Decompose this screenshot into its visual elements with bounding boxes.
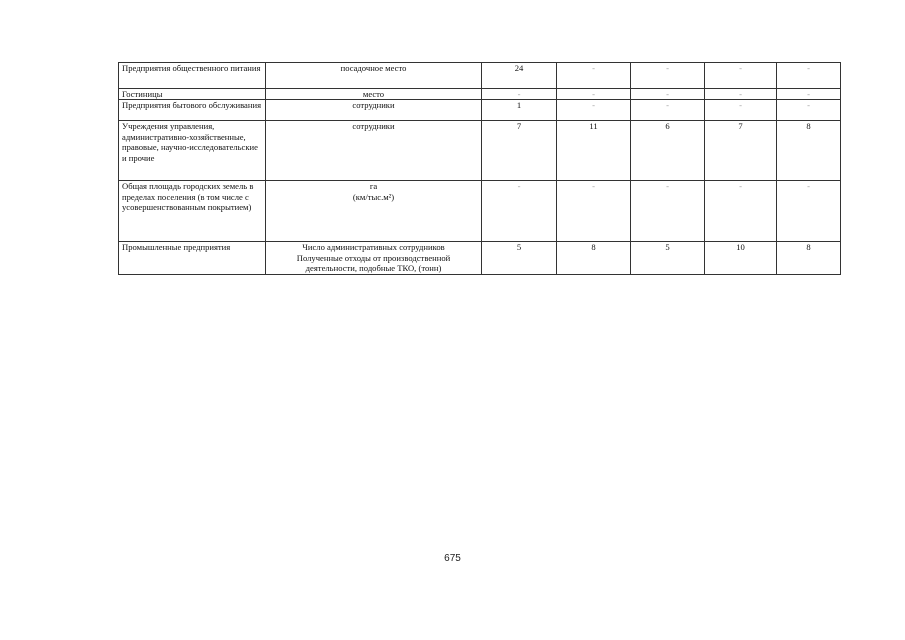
unit-line: Число административных сотрудников (302, 242, 445, 253)
unit-line: Полученные отходы от производственной (296, 252, 451, 263)
table-row (119, 181, 841, 242)
unit-line: место (362, 89, 385, 99)
row-name-cell: Предприятия бытового обслуживания (119, 100, 266, 121)
value-cell: - (777, 100, 841, 121)
row-name-cell: Гостиницы (119, 89, 266, 100)
value-cell: 8 (777, 242, 841, 275)
value-cell: 11 (557, 121, 631, 181)
unit-line: (км/тыс.м²) (352, 191, 395, 202)
value-cell: - (705, 181, 777, 242)
value-cell: 7 (482, 121, 557, 181)
value-cell: 8 (557, 242, 631, 275)
row-name-cell: Промышленные предприятия (119, 242, 266, 275)
data-table (118, 62, 841, 275)
unit-line: сотрудники (352, 100, 395, 111)
row-name-cell: Общая площадь городских земель в пределах поселения (в том числе с усовершенствованным покрытием) (119, 181, 266, 242)
value-cell: - (557, 100, 631, 121)
row-unit-cell (266, 63, 482, 89)
value-cell: 5 (482, 242, 557, 275)
value-cell: 8 (777, 121, 841, 181)
value-cell: - (777, 181, 841, 242)
value-cell: 6 (631, 121, 705, 181)
page-number: 675 (444, 553, 461, 564)
row-name-cell: Предприятия общественного питания (119, 63, 266, 89)
value-cell: - (482, 89, 557, 100)
table-row (119, 242, 841, 275)
table-row (119, 63, 841, 89)
value-cell: - (557, 63, 631, 89)
row-unit-cell (266, 121, 482, 181)
value-cell: - (705, 89, 777, 100)
table-body (119, 63, 841, 275)
unit-line: деятельности, подобные ТКО, (тонн) (305, 263, 442, 274)
value-cell: - (557, 89, 631, 100)
value-cell: - (482, 181, 557, 242)
row-unit-cell (266, 242, 482, 275)
value-cell: 1 (482, 100, 557, 121)
row-unit-cell (266, 181, 482, 242)
table-row (119, 100, 841, 121)
row-unit-cell (266, 89, 482, 100)
value-cell: - (777, 89, 841, 100)
table-row (119, 121, 841, 181)
row-name-cell: Учреждения управления, административно-хозяйственные, правовые, научно-исследовательские и прочие (119, 121, 266, 181)
value-cell: - (705, 100, 777, 121)
value-cell: 5 (631, 242, 705, 275)
unit-line: сотрудники (352, 121, 395, 132)
value-cell: - (631, 100, 705, 121)
table-row (119, 89, 841, 100)
value-cell: - (777, 63, 841, 89)
row-unit-cell (266, 100, 482, 121)
value-cell: - (631, 89, 705, 100)
value-cell: - (631, 181, 705, 242)
value-cell: 7 (705, 121, 777, 181)
value-cell: - (631, 63, 705, 89)
value-cell: - (705, 63, 777, 89)
value-cell: 24 (482, 63, 557, 89)
value-cell: 10 (705, 242, 777, 275)
value-cell: - (557, 181, 631, 242)
unit-line: га (369, 181, 378, 192)
unit-line: посадочное место (340, 63, 407, 73)
